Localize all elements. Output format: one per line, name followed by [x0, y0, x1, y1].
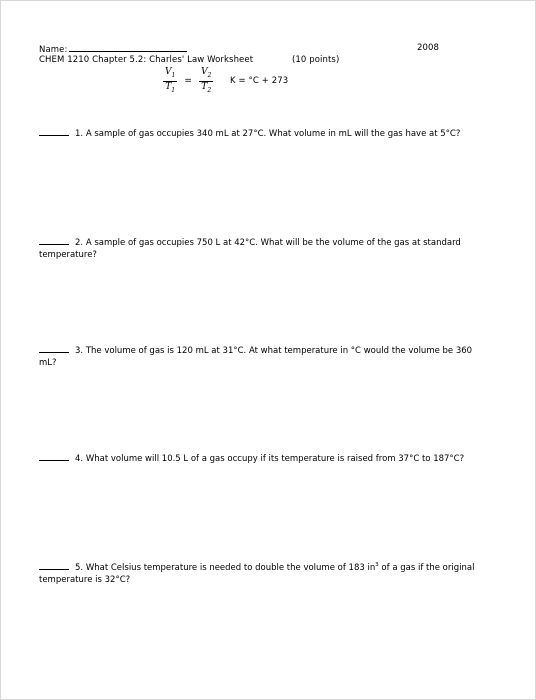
- answer-blank-1[interactable]: [39, 128, 69, 136]
- answer-blank-3[interactable]: [39, 345, 69, 353]
- question-1-text: A sample of gas occupies 340 mL at 27°C. What volume in mL will the gas have at 5°C?: [85, 129, 461, 139]
- question-3-number: 3.: [75, 346, 84, 356]
- question-2-number: 2.: [75, 238, 84, 248]
- name-field: [39, 43, 187, 55]
- year: 2008: [417, 43, 440, 53]
- question-3-continued: mL?: [39, 358, 57, 368]
- question-4: [39, 453, 464, 464]
- answer-blank-4[interactable]: [39, 453, 69, 461]
- question-4-number: 4.: [75, 454, 84, 464]
- question-5: [39, 562, 474, 573]
- course-title: CHEM 1210 Chapter 5.2: Charles' Law Worksheet: [39, 55, 254, 65]
- question-3: [39, 345, 472, 356]
- name-label: Name:: [39, 45, 68, 55]
- question-2-continued: temperature?: [39, 250, 97, 260]
- question-1: [39, 128, 460, 139]
- kelvin-conversion: K = °C + 273: [230, 76, 289, 86]
- fraction-v2-t2: $\frac{V_2}{T_2}$: [201, 67, 212, 94]
- question-5-number: 5.: [75, 563, 84, 573]
- charles-law-formula: [163, 67, 213, 96]
- question-5-continued: temperature is 32°C?: [39, 575, 131, 585]
- name-blank-line[interactable]: [69, 43, 187, 52]
- question-2-text: A sample of gas occupies 750 L at 42°C. What will be the volume of the gas at standard: [85, 238, 461, 248]
- question-3-text: The volume of gas is 120 mL at 31°C. At what temperature in °C would the volume be 360: [85, 346, 473, 356]
- points: (10 points): [292, 55, 340, 65]
- question-5-text: What Celsius temperature is needed to double the volume of 183 $in^3$ of a gas if the original: [85, 562, 475, 573]
- question-1-number: 1.: [75, 129, 84, 139]
- equals-sign: =: [184, 76, 192, 87]
- answer-blank-2[interactable]: [39, 237, 69, 245]
- question-4-text: What volume will 10.5 L of a gas occupy if its temperature is raised from 37°C to 187°C?: [85, 454, 465, 464]
- fraction-v1-t1: $\frac{V_1}{T_1}$: [165, 67, 176, 94]
- answer-blank-5[interactable]: [39, 562, 69, 570]
- question-2: [39, 237, 461, 248]
